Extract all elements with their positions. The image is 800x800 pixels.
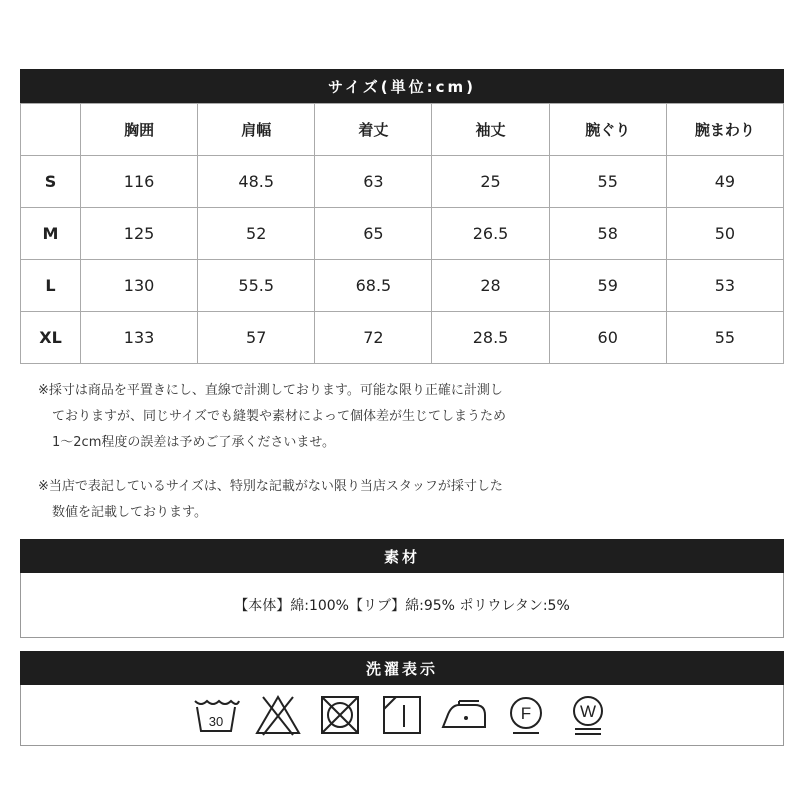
care-section-title: 洗濯表示	[365, 659, 438, 678]
care-icons-row	[21, 685, 783, 745]
dry-clean-f-icon	[501, 690, 551, 740]
material-section-title: 素材	[383, 547, 420, 566]
table-cell: 26.5	[432, 208, 549, 260]
wash-30-icon	[191, 690, 241, 740]
table-cell: 63	[315, 156, 432, 208]
no-tumble-dry-icon	[315, 690, 365, 740]
material-section-header	[20, 539, 784, 573]
column-header: 着丈	[315, 104, 432, 156]
column-header: 腕ぐり	[549, 104, 666, 156]
table-row	[21, 208, 784, 260]
size-table-corner	[21, 104, 81, 156]
table-cell: 55.5	[198, 260, 315, 312]
column-header: 胸囲	[81, 104, 198, 156]
wet-clean-label: W	[579, 702, 597, 721]
table-row	[21, 312, 784, 364]
table-cell: 60	[549, 312, 666, 364]
table-cell: 125	[81, 208, 198, 260]
wet-clean-w-icon	[563, 690, 613, 740]
table-cell: 28.5	[432, 312, 549, 364]
wash-temp-label: 30	[208, 714, 224, 729]
row-size-label: L	[21, 260, 81, 312]
material-box	[20, 573, 784, 638]
care-section-header	[20, 651, 784, 685]
size-section-header	[20, 69, 784, 103]
table-cell: 68.5	[315, 260, 432, 312]
table-row	[21, 260, 784, 312]
size-table	[20, 103, 784, 364]
table-cell: 65	[315, 208, 432, 260]
table-cell: 133	[81, 312, 198, 364]
size-section-title: サイズ(単位:cm)	[327, 77, 477, 96]
column-header: 肩幅	[198, 104, 315, 156]
note-line: 数値を記載しております。	[52, 505, 207, 520]
table-cell: 25	[432, 156, 549, 208]
dry-clean-label: F	[520, 704, 532, 723]
table-cell: 72	[315, 312, 432, 364]
column-header: 袖丈	[432, 104, 549, 156]
table-cell: 130	[81, 260, 198, 312]
note-line: ※当店で表記しているサイズは、特別な記載がない限り当店スタッフが採寸した	[38, 479, 503, 494]
material-text: 【本体】綿:100%【リブ】綿:95% ポリウレタン:5%	[234, 598, 570, 614]
size-table-header-row	[21, 104, 784, 156]
row-size-label: M	[21, 208, 81, 260]
table-cell: 49	[666, 156, 783, 208]
table-cell: 55	[549, 156, 666, 208]
note-line: 1〜2cm程度の誤差は予めご了承くださいませ。	[52, 435, 335, 450]
table-cell: 50	[666, 208, 783, 260]
table-cell: 48.5	[198, 156, 315, 208]
table-cell: 28	[432, 260, 549, 312]
iron-low-icon	[439, 690, 489, 740]
no-bleach-icon	[253, 690, 303, 740]
table-cell: 59	[549, 260, 666, 312]
care-icons-box	[20, 685, 784, 746]
line-dry-shade-icon	[377, 690, 427, 740]
table-cell: 55	[666, 312, 783, 364]
note-line: ※採寸は商品を平置きにし、直線で計測しております。可能な限り正確に計測し	[38, 383, 503, 398]
table-cell: 52	[198, 208, 315, 260]
table-cell: 53	[666, 260, 783, 312]
row-size-label: S	[21, 156, 81, 208]
table-cell: 57	[198, 312, 315, 364]
measurement-notes	[38, 378, 598, 456]
size-source-notes	[38, 474, 598, 526]
table-cell: 116	[81, 156, 198, 208]
table-row	[21, 156, 784, 208]
note-line: ておりますが、同じサイズでも縫製や素材によって個体差が生じてしまうため	[52, 409, 506, 424]
column-header: 腕まわり	[666, 104, 783, 156]
row-size-label: XL	[21, 312, 81, 364]
table-cell: 58	[549, 208, 666, 260]
